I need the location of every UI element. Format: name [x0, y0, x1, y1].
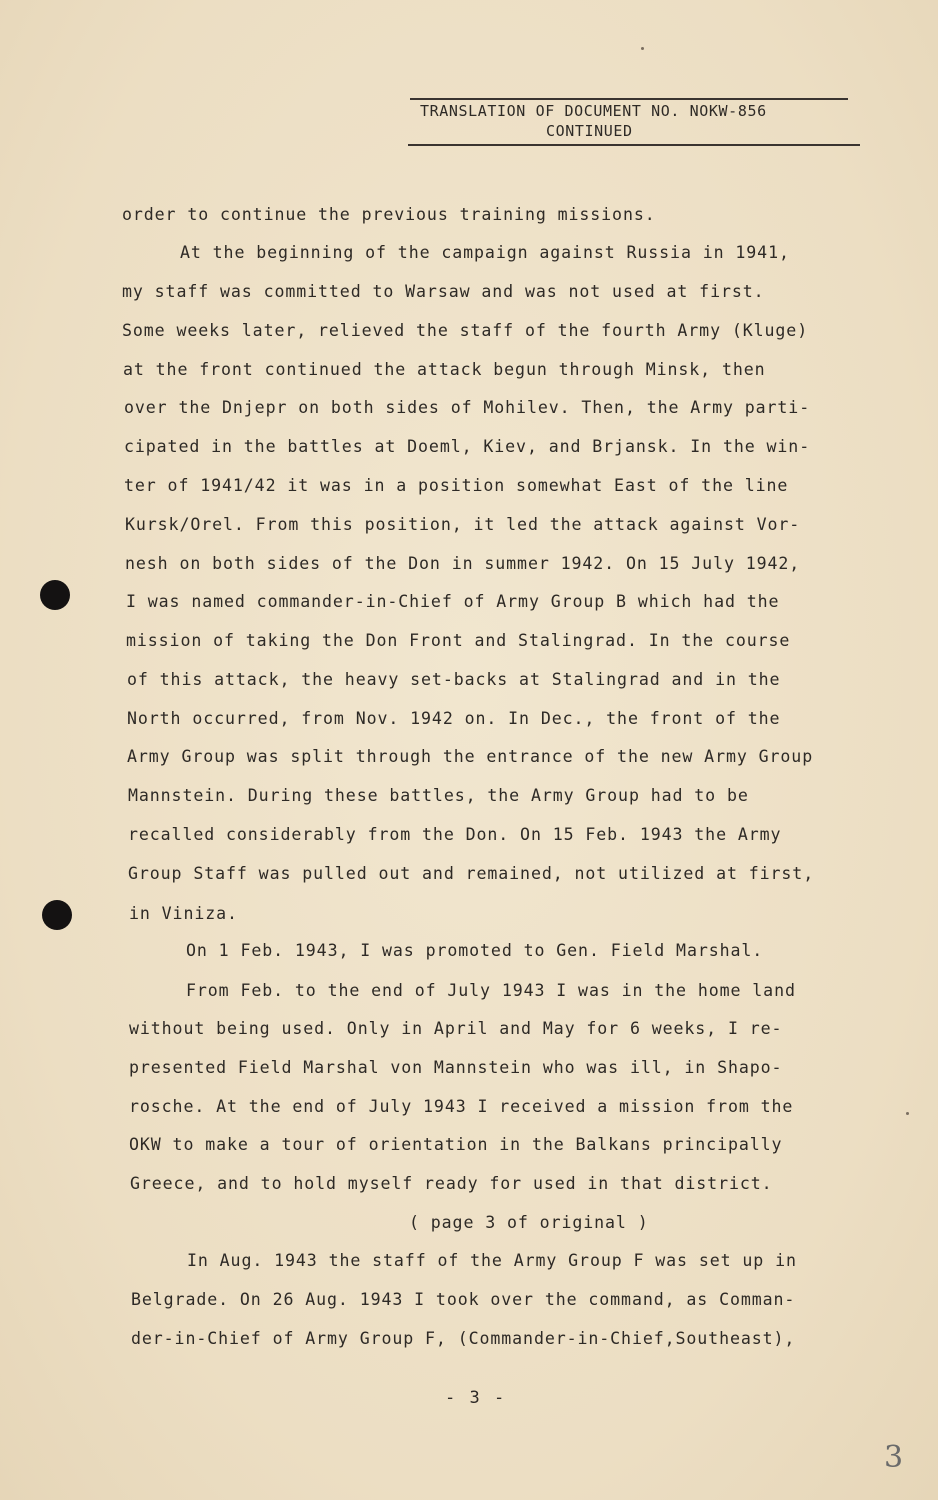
body-line: Belgrade. On 26 Aug. 1943 I took over the command, as Comman-: [131, 1290, 796, 1309]
body-line: without being used. Only in April and May for 6 weeks, I re-: [129, 1019, 783, 1038]
body-line: my staff was committed to Warsaw and was not used at first.: [122, 282, 765, 301]
body-line: at the front continued the attack begun through Minsk, then: [123, 360, 766, 379]
header-bottom-rule: [408, 144, 860, 146]
body-line: over the Dnjepr on both sides of Mohilev. Then, the Army parti-: [124, 398, 811, 417]
body-line: Mannstein. During these battles, the Army Group had to be: [128, 786, 749, 805]
paper-speck: [641, 47, 644, 50]
body-line: mission of taking the Don Front and Stalingrad. In the course: [126, 631, 791, 650]
page-reference: ( page 3 of original ): [409, 1213, 649, 1232]
punch-hole: [40, 580, 70, 610]
body-line: Kursk/Orel. From this position, it led the attack against Vor-: [125, 515, 801, 534]
header-top-rule: [410, 98, 848, 100]
body-line: der-in-Chief of Army Group F, (Commander-in-Chief,Southeast),: [131, 1329, 796, 1348]
body-line: rosche. At the end of July 1943 I received a mission from the: [129, 1097, 794, 1116]
body-line: cipated in the battles at Doeml, Kiev, and Brjansk. In the win-: [124, 437, 811, 456]
body-line: Greece, and to hold myself ready for used in that district.: [130, 1174, 773, 1193]
body-line: North occurred, from Nov. 1942 on. In Dec., the front of the: [127, 709, 781, 728]
page-number: - 3 -: [445, 1388, 507, 1408]
body-line: nesh on both sides of the Don in summer 1942. On 15 July 1942,: [125, 554, 801, 573]
body-line: Some weeks later, relieved the staff of the fourth Army (Kluge): [122, 321, 809, 340]
body-line: in Viniza.: [129, 904, 238, 923]
body-line: ter of 1941/42 it was in a position somewhat East of the line: [124, 476, 789, 495]
body-line: In Aug. 1943 the staff of the Army Group F was set up in: [187, 1251, 797, 1270]
header-title: TRANSLATION OF DOCUMENT NO. NOKW-856: [420, 102, 767, 120]
body-line: From Feb. to the end of July 1943 I was in the home land: [186, 981, 796, 1000]
margin-pencil-mark: 3: [884, 1440, 904, 1475]
paper-speck: [906, 1112, 909, 1115]
body-line: OKW to make a tour of orientation in the Balkans principally: [129, 1135, 783, 1154]
body-line: I was named commander-in-Chief of Army Group B which had the: [126, 592, 780, 611]
body-line: recalled considerably from the Don. On 15 Feb. 1943 the Army: [128, 825, 782, 844]
body-line: Army Group was split through the entrance of the new Army Group: [127, 747, 814, 766]
body-line: of this attack, the heavy set-backs at Stalingrad and in the: [127, 670, 781, 689]
body-line: On 1 Feb. 1943, I was promoted to Gen. Field Marshal.: [186, 941, 764, 960]
body-line: Group Staff was pulled out and remained, not utilized at first,: [128, 864, 815, 883]
header-subtitle: CONTINUED: [546, 122, 633, 140]
punch-hole: [42, 900, 72, 930]
body-line: At the beginning of the campaign against Russia in 1941,: [180, 243, 790, 262]
body-line: order to continue the previous training missions.: [122, 205, 656, 224]
body-line: presented Field Marshal von Mannstein who was ill, in Shapo-: [129, 1058, 783, 1077]
